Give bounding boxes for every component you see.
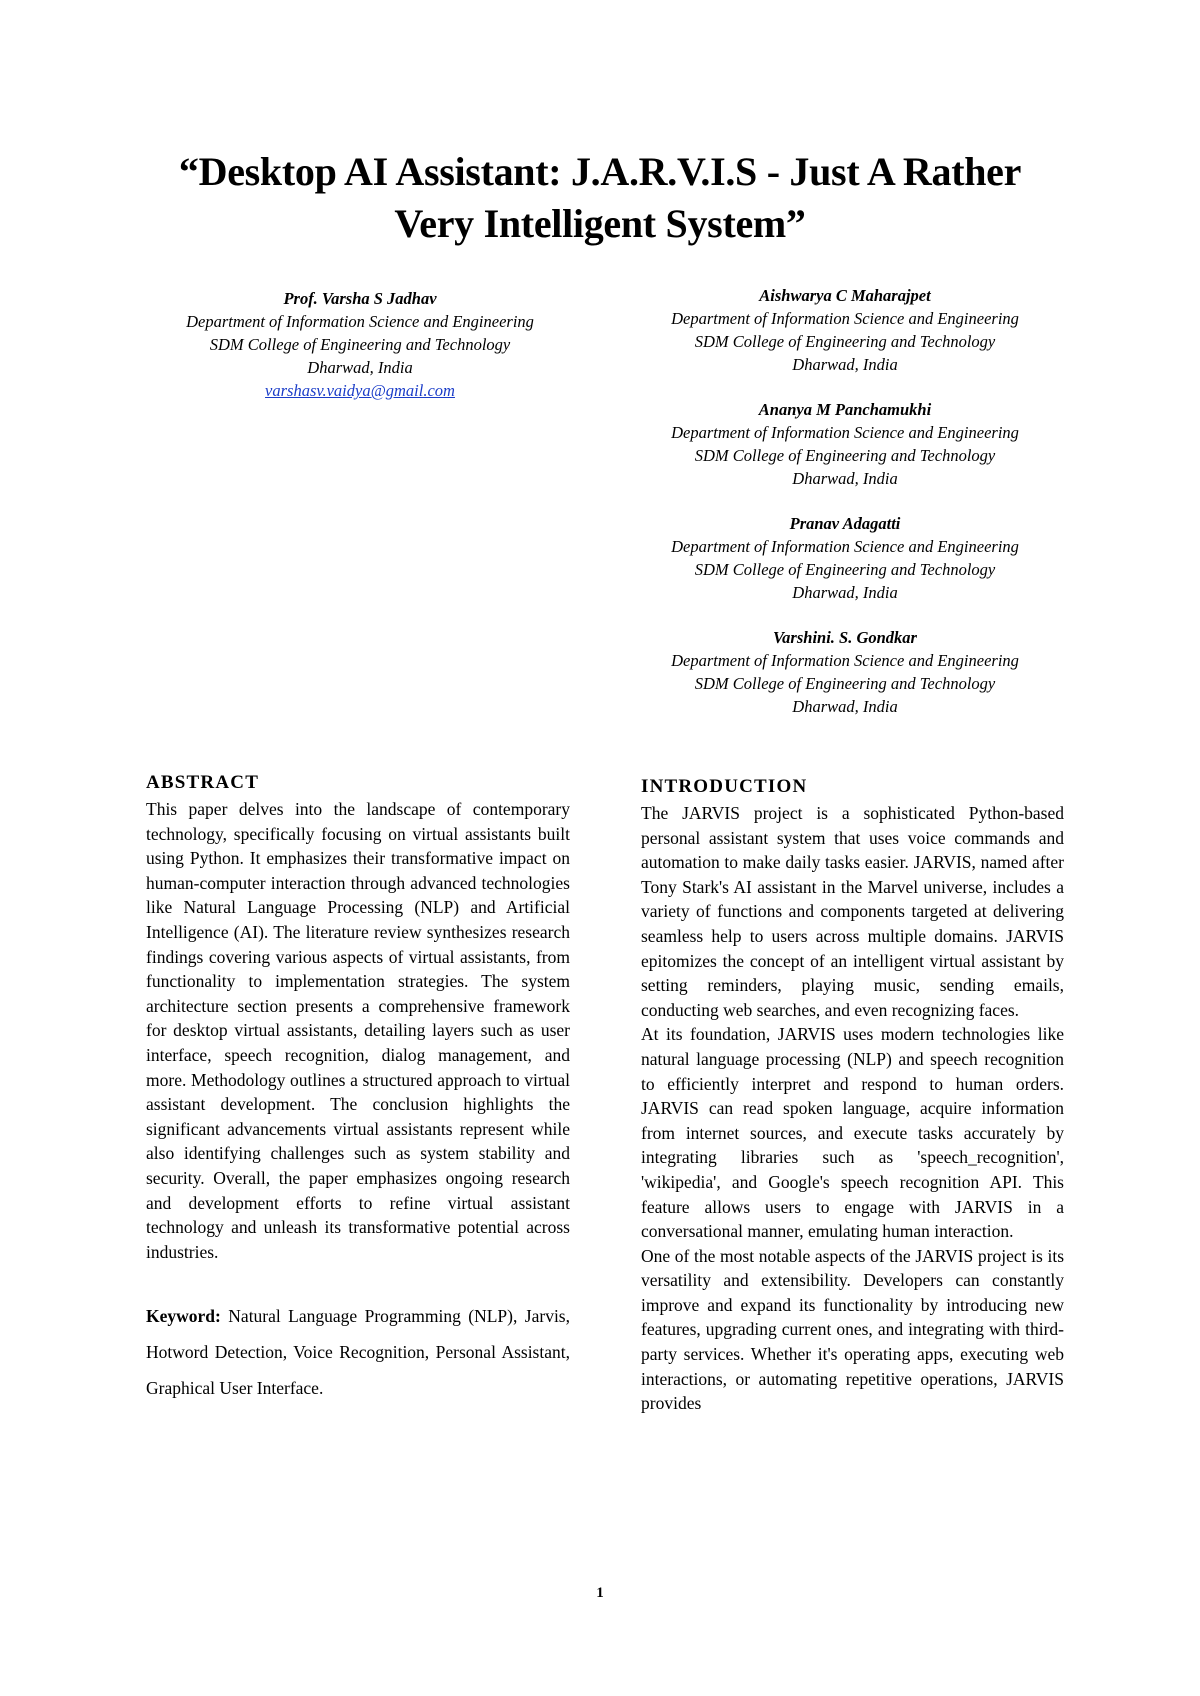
introduction-paragraph: The JARVIS project is a sophisticated Python-based personal assistant system that uses voice commands and automation to make daily tasks easier. JARVIS, named after Tony Stark's AI assistant in the Marvel universe, includes a variety of functions and components targeted at delivering seamless help to users across multiple domains. JARVIS epitomizes the concept of an intelligent virtual assistant by setting reminders, playing music, sending emails, conducting web searches, and even recognizing faces. <box>641 803 1064 1020</box>
introduction-heading: INTRODUCTION <box>641 776 808 797</box>
introduction-paragraph: At its foundation, JARVIS uses modern technologies like natural language processing (NLP) and speech recognition to efficiently interpret and respond to human orders. JARVIS can read spoken language, acquire information from internet sources, and execute tasks accurately by integrating libraries such as 'speech_recognition', 'wikipedia', and Google's speech recognition API. This feature allows users to engage with JARVIS in a conversational manner, emulating human interaction. <box>641 1024 1064 1242</box>
author-college: SDM College of Engineering and Technology <box>694 332 996 351</box>
author-block <box>630 284 1060 376</box>
author-college: SDM College of Engineering and Technology <box>694 446 996 465</box>
author-department: Department of Information Science and Engineering <box>186 312 534 331</box>
author-college: SDM College of Engineering and Technology <box>694 674 996 693</box>
author-department: Department of Information Science and Engineering <box>671 537 1019 556</box>
page-number: 1 <box>596 1585 604 1601</box>
paper-title <box>120 146 1080 250</box>
author-location: Dharwad, India <box>307 358 413 377</box>
author-location: Dharwad, India <box>792 355 898 374</box>
author-college: SDM College of Engineering and Technology <box>209 335 511 354</box>
author-name: Ananya M Panchamukhi <box>758 400 932 419</box>
author-name: Varshini. S. Gondkar <box>773 628 917 647</box>
author-block-left <box>140 287 580 402</box>
author-location: Dharwad, India <box>792 469 898 488</box>
author-department: Department of Information Science and Engineering <box>671 309 1019 328</box>
introduction-paragraph: One of the most notable aspects of the JARVIS project is its versatility and extensibility. Developers can constantly improve and expand its functionality by introducing new features, upgrading current ones, and integrating with third-party services. Whether it's operating apps, executing web interactions, or automating repetitive operations, JARVIS provides <box>641 1245 1064 1414</box>
introduction-section <box>641 774 1064 1416</box>
author-location: Dharwad, India <box>792 583 898 602</box>
author-location: Dharwad, India <box>792 697 898 716</box>
author-department: Department of Information Science and Engineering <box>671 423 1019 442</box>
author-college: SDM College of Engineering and Technology <box>694 560 996 579</box>
author-name: Prof. Varsha S Jadhav <box>283 289 437 308</box>
author-department: Department of Information Science and Engineering <box>671 651 1019 670</box>
keyword-label: Keyword: <box>146 1306 221 1327</box>
abstract-body: This paper delves into the landscape of contemporary technology, specifically focusing on virtual assistants built using Python. It emphasizes their transformative impact on human-computer interaction through advanced technologies like Natural Language Processing (NLP) and Artificial Intelligence (AI). The literature review synthesizes research findings covering various aspects of virtual assistants, from functionality to implementation strategies. The system architecture section presents a comprehensive framework for desktop virtual assistants, detailing layers such as user interface, speech recognition, dialog management, and more. Methodology outlines a structured approach to virtual assistant development. The conclusion highlights the significant advancements virtual assistants represent while also identifying challenges such as system stability and security. Overall, the paper emphasizes ongoing research and development efforts to refine virtual assistant technology and unleash its transformative potential across industries. <box>146 799 570 1262</box>
author-block <box>630 398 1060 490</box>
keywords-text: Natural Language Programming (NLP), Jarvis, Hotword Detection, Voice Recognition, Personal Assistant, Graphical User Interface. <box>146 1306 570 1399</box>
author-block <box>630 626 1060 718</box>
author-email-link[interactable]: varshasv.vaidya@gmail.com <box>265 381 455 400</box>
author-block <box>630 512 1060 604</box>
title-line-1: “Desktop AI Assistant: J.A.R.V.I.S - Just A Rather <box>178 149 1022 194</box>
abstract-heading: ABSTRACT <box>146 772 260 793</box>
title-line-2: Very Intelligent System” <box>394 201 806 246</box>
author-name: Pranav Adagatti <box>789 514 901 533</box>
author-column-right <box>630 284 1060 740</box>
author-name: Aishwarya C Maharajpet <box>759 286 931 305</box>
abstract-section <box>146 770 570 1406</box>
keywords-paragraph <box>146 1298 570 1406</box>
